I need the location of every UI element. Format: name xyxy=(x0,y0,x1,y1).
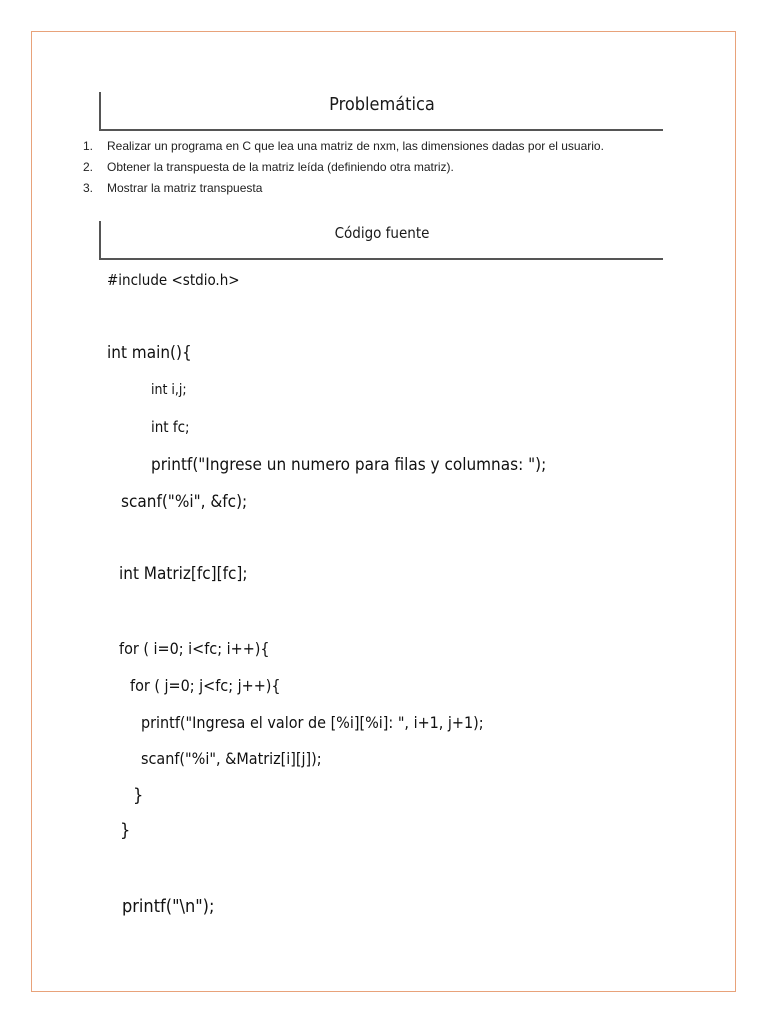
code-line: scanf("%i", &Matriz[i][j]); xyxy=(141,749,322,768)
list-item xyxy=(83,139,604,160)
source-code-heading: Código fuente xyxy=(99,221,663,260)
list-item-text: Mostrar la matriz transpuesta xyxy=(107,181,263,195)
code-line: int main(){ xyxy=(107,343,192,363)
code-line: int i,j; xyxy=(151,382,187,398)
code-line: printf("\n"); xyxy=(122,896,215,917)
code-line: } xyxy=(133,785,144,806)
code-line: int fc; xyxy=(151,418,190,436)
list-item-text: Obtener la transpuesta de la matriz leída (definiendo otra matriz). xyxy=(107,160,454,174)
code-line: printf("Ingresa el valor de [%i][%i]: ", i+1, j+1); xyxy=(141,713,484,732)
code-line: for ( j=0; j<fc; j++){ xyxy=(130,676,281,695)
list-item-number: 1. xyxy=(83,139,94,153)
code-line: int Matriz[fc][fc]; xyxy=(119,564,248,584)
problem-heading: Problemática xyxy=(99,92,663,131)
code-line: } xyxy=(120,820,131,841)
list-item-number: 3. xyxy=(83,181,94,195)
list-item xyxy=(83,181,604,202)
code-line: #include <stdio.h> xyxy=(107,271,240,289)
list-item xyxy=(83,160,604,181)
code-line: for ( i=0; i<fc; i++){ xyxy=(119,639,270,658)
code-line: scanf("%i", &fc); xyxy=(121,492,248,512)
problem-list xyxy=(83,139,604,202)
list-item-number: 2. xyxy=(83,160,94,174)
code-line: printf("Ingrese un numero para filas y columnas: "); xyxy=(151,455,547,475)
list-item-text: Realizar un programa en C que lea una matriz de nxm, las dimensiones dadas por el usuario. xyxy=(107,139,604,153)
